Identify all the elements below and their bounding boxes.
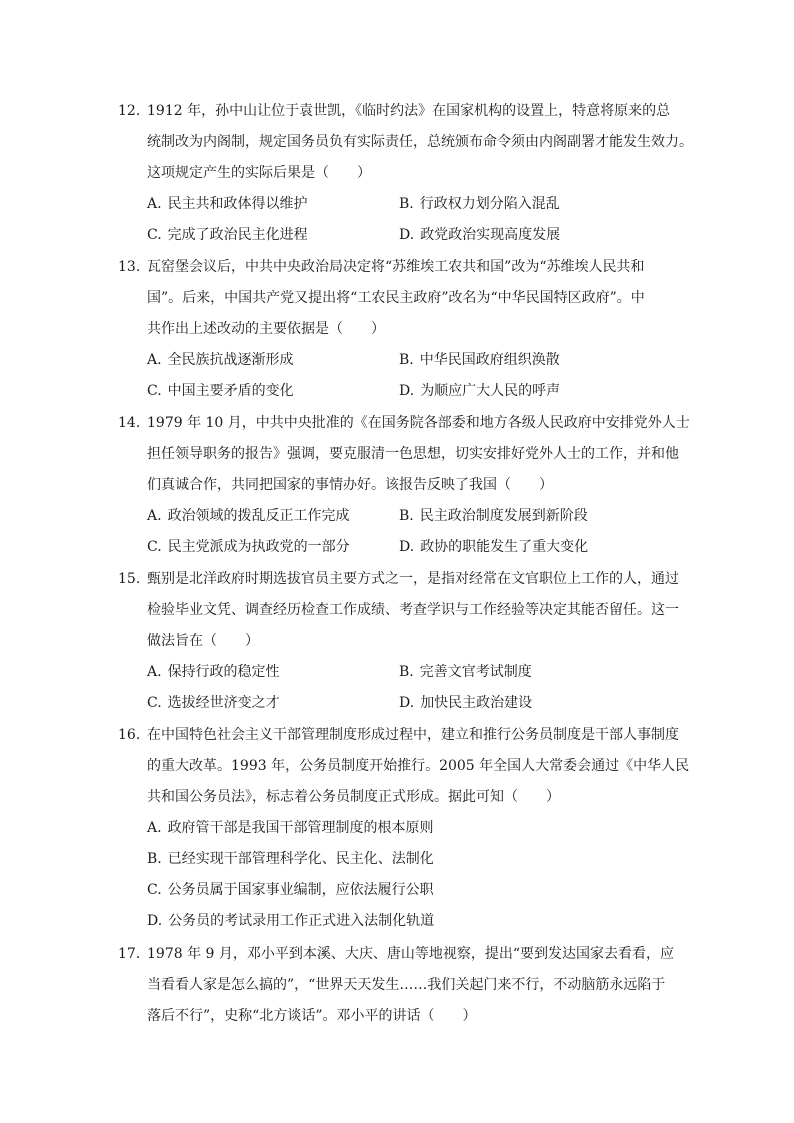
question-stem-line-2: 统制改为内阁制，规定国务员负有实际责任，总统颁布命令须由内阁副署才能发生效力。 [147, 134, 693, 150]
option-text: 民主党派成为执政党的一部分 [167, 539, 350, 555]
question-17 [118, 939, 678, 1032]
question-stem-line-2: 当看看人家是怎么搞的”，“世界天天发生……我们关起门来不行，不动脑筋永远陷于 [147, 977, 666, 993]
question-number: 13. [118, 259, 141, 275]
option-key: D. [399, 227, 415, 243]
option-b[interactable] [399, 501, 588, 532]
option-b[interactable] [399, 345, 560, 376]
option-key: D. [147, 913, 163, 929]
options-row [118, 844, 678, 875]
option-key: D. [399, 539, 415, 555]
question-line [118, 720, 678, 751]
options-row [118, 657, 678, 688]
question-number: 14. [118, 415, 141, 431]
option-c[interactable] [147, 688, 280, 719]
options-row [118, 189, 678, 220]
option-c[interactable] [147, 532, 350, 563]
question-16 [118, 720, 690, 937]
question-line [118, 1001, 678, 1032]
question-stem-line-1: 1978 年 9 月，邓小平到本溪、大庆、唐山等地视察，提出“要到发达国家去看看，应 [147, 946, 675, 962]
question-line [118, 751, 690, 782]
question-line [118, 252, 678, 283]
question-15 [118, 564, 678, 719]
option-key: C. [147, 227, 162, 243]
option-a[interactable] [147, 501, 350, 532]
option-key: B. [399, 352, 414, 368]
question-line [118, 626, 678, 657]
option-d[interactable] [399, 220, 560, 251]
option-key: B. [399, 664, 414, 680]
option-text: 选拔经世济变之才 [167, 695, 280, 711]
question-number: 15. [118, 571, 141, 587]
option-key: D. [399, 695, 415, 711]
question-stem-line-3: 共作出上述改动的主要依据是（ ） [147, 321, 385, 337]
option-key: D. [399, 383, 415, 399]
option-text: 完成了政治民主化进程 [167, 227, 308, 243]
option-b[interactable] [147, 844, 434, 875]
question-number: 12. [118, 103, 141, 119]
option-key: C. [147, 695, 162, 711]
question-line [118, 470, 678, 501]
question-line [118, 939, 678, 970]
option-c[interactable] [147, 220, 308, 251]
option-text: 公务员属于国家事业编制，应依法履行公职 [167, 882, 434, 898]
question-13 [118, 252, 678, 407]
option-text: 加快民主政治建设 [420, 695, 533, 711]
options-row [118, 875, 678, 906]
option-text: 中国主要矛盾的变化 [167, 383, 294, 399]
option-key: B. [399, 196, 414, 212]
options-row [118, 688, 678, 719]
question-stem-line-2: 检验毕业文凭、调查经历检查工作成绩、考查学识与工作经验等决定其能否留任。这一 [147, 602, 679, 618]
question-line [118, 564, 678, 595]
option-text: 政协的职能发生了重大变化 [420, 539, 589, 555]
question-line [118, 158, 678, 189]
question-stem-line-1: 瓦窑堡会议后，中共中央政治局决定将“苏维埃工农共和国”改为“苏维埃人民共和 [147, 259, 645, 275]
option-key: A. [147, 196, 162, 212]
option-a[interactable] [147, 813, 434, 844]
option-key: A. [147, 508, 162, 524]
option-a[interactable] [147, 657, 280, 688]
option-d[interactable] [399, 532, 588, 563]
options-row [118, 532, 678, 563]
option-key: B. [147, 851, 162, 867]
question-stem-line-1: 1979 年 10 月，中共中央批准的《在国务院各部委和地方各级人民政府中安排党外人士 [147, 415, 690, 431]
question-line [118, 96, 678, 127]
option-key: C. [147, 882, 162, 898]
option-text: 政治领域的拨乱反正工作完成 [167, 508, 350, 524]
option-key: C. [147, 539, 162, 555]
question-12 [118, 96, 693, 251]
question-number: 16. [118, 727, 141, 743]
option-key: C. [147, 383, 162, 399]
option-text: 已经实现干部管理科学化、民主化、法制化 [167, 851, 434, 867]
question-stem-line-2: 国”。后来，中国共产党又提出将“工农民主政府”改名为“中华民国特区政府”。中 [147, 290, 645, 306]
question-line [118, 439, 678, 470]
option-b[interactable] [399, 189, 560, 220]
option-text: 完善文官考试制度 [419, 664, 532, 680]
option-a[interactable] [147, 189, 308, 220]
option-text: 为顺应广大人民的呼声 [420, 383, 561, 399]
option-d[interactable] [399, 376, 560, 407]
option-d[interactable] [147, 906, 434, 937]
question-stem-line-3: 落后不行”，史称“北方谈话”。邓小平的讲话（ ） [147, 1008, 477, 1024]
question-stem-line-2: 的重大改革。1993 年，公务员制度开始推行。2005 年全国人大常委会通过《中华人民 [147, 758, 690, 774]
option-key: A. [147, 664, 162, 680]
question-line [118, 782, 678, 813]
question-line [118, 283, 678, 314]
option-text: 中华民国政府组织涣散 [419, 352, 560, 368]
question-stem-line-2: 担任领导职务的报告》强调，要克服清一色思想，切实安排好党外人士的工作，并和他 [147, 446, 679, 462]
option-text: 全民族抗战逐渐形成 [167, 352, 294, 368]
question-stem-line-3: 们真诚合作，共同把国家的事情办好。该报告反映了我国（ ） [147, 477, 553, 493]
option-text: 民主共和政体得以维护 [167, 196, 308, 212]
question-stem-line-1: 在中国特色社会主义干部管理制度形成过程中，建立和推行公务员制度是干部人事制度 [147, 727, 679, 743]
option-b[interactable] [399, 657, 532, 688]
option-c[interactable] [147, 376, 294, 407]
option-c[interactable] [147, 875, 434, 906]
option-d[interactable] [399, 688, 532, 719]
question-line [118, 314, 678, 345]
options-row [118, 813, 678, 844]
option-key: A. [147, 820, 162, 836]
options-row [118, 501, 678, 532]
option-key: B. [399, 508, 414, 524]
question-stem-line-3: 做法旨在（ ） [147, 633, 259, 649]
options-row [118, 906, 678, 937]
options-row [118, 345, 678, 376]
question-line [118, 970, 678, 1001]
question-stem-line-1: 1912 年，孙中山让位于袁世凯，《临时约法》在国家机构的设置上，特意将原来的总 [147, 103, 671, 119]
question-stem-line-3: 共和国公务员法》，标志着公务员制度正式形成。据此可知（ ） [147, 789, 560, 805]
option-text: 行政权力划分陷入混乱 [419, 196, 560, 212]
option-text: 民主政治制度发展到新阶段 [419, 508, 588, 524]
option-text: 保持行政的稳定性 [167, 664, 280, 680]
question-14 [118, 408, 690, 563]
option-text: 公务员的考试录用工作正式进入法制化轨道 [168, 913, 435, 929]
option-a[interactable] [147, 345, 294, 376]
question-stem-line-1: 甄别是北洋政府时期选拔官员主要方式之一，是指对经常在文官职位上工作的人，通过 [147, 571, 679, 587]
option-key: A. [147, 352, 162, 368]
question-line [118, 595, 678, 626]
question-line [118, 127, 693, 158]
question-line [118, 408, 690, 439]
question-number: 17. [118, 946, 141, 962]
option-text: 政府管干部是我国干部管理制度的根本原则 [167, 820, 434, 836]
question-stem-line-3: 这项规定产生的实际后果是（ ） [147, 165, 371, 181]
options-row [118, 376, 678, 407]
options-row [118, 220, 678, 251]
option-text: 政党政治实现高度发展 [420, 227, 561, 243]
